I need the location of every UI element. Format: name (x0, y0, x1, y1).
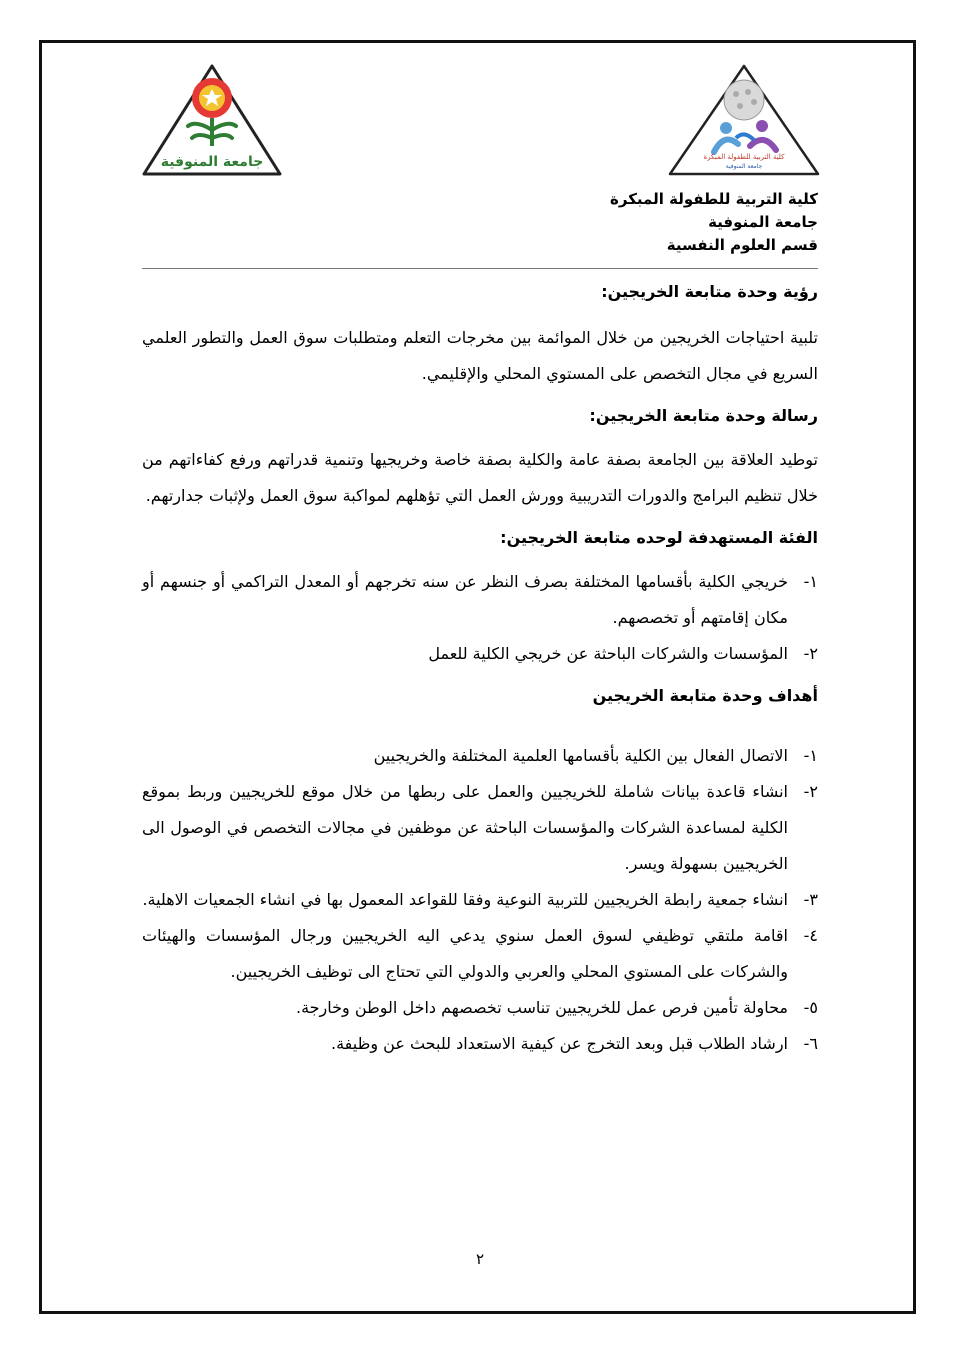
list-item (142, 738, 818, 774)
list-item-text: الاتصال الفعال بين الكلية بأقسامها العلمية المختلفة والخريجيين (373, 746, 788, 765)
list-item (142, 990, 818, 1026)
list-item-number: ٢- (803, 644, 818, 663)
vision-section (142, 280, 818, 392)
mission-text: توطيد العلاقة بين الجامعة بصفة عامة والكلية بصفة خاصة وخريجيها وتنمية قدراتهم ورفع كفاءاتهم من خلال تنظيم البرامج والدورات التدريبية وورش العمل التي تؤهلهم لمواكبة سوق العمل ولإثبات جدارتهم. (142, 450, 818, 505)
mission-title: رسالة وحدة متابعة الخريجين: (589, 406, 818, 425)
goals-title: أهداف وحدة متابعة الخريجين (592, 686, 818, 705)
faculty-name: كلية التربية للطفولة المبكرة (610, 190, 818, 208)
list-item-number: ٦- (803, 1034, 818, 1053)
faculty-logo-label: كلية التربية للطفولة المبكرة (703, 153, 785, 161)
list-item-number: ٥- (803, 998, 818, 1017)
header-divider (142, 268, 818, 269)
list-item-number: ٢- (803, 782, 818, 801)
target-title: الفئة المستهدفة لوحده متابعة الخريجين: (500, 528, 818, 547)
list-item (142, 918, 818, 990)
page-number: ٢ (475, 1250, 485, 1268)
list-item-text: انشاء جمعية رابطة الخريجيين للتربية النوعية وفقا للقواعد المعمول بها في انشاء الجمعيات الاهلية. (142, 890, 788, 909)
goals-list (142, 738, 818, 1062)
university-logo-icon (140, 62, 285, 182)
goals-section (142, 684, 818, 1062)
list-item (142, 1026, 818, 1062)
list-item (142, 636, 818, 672)
document-body (142, 280, 818, 1062)
university-logo-label: جامعة المنوفية (160, 154, 264, 170)
list-item-text: المؤسسات والشركات الباحثة عن خريجي الكلية للعمل (428, 644, 788, 663)
list-item-number: ١- (803, 746, 818, 765)
document-header (418, 188, 818, 257)
list-item-number: ٣- (803, 890, 818, 909)
list-item-text: محاولة تأمين فرص عمل للخريجيين تناسب تخصصهم داخل الوطن وخارجة. (296, 998, 788, 1017)
svg-text:جامعة المنوفية: جامعة المنوفية (725, 163, 763, 170)
department-name: قسم العلوم النفسية (666, 236, 818, 254)
list-item-number: ٤- (803, 926, 818, 945)
vision-title: رؤية وحدة متابعة الخريجين: (601, 282, 818, 301)
list-item (142, 564, 818, 636)
list-item-number: ١- (803, 572, 818, 591)
target-section (142, 526, 818, 672)
target-list (142, 564, 818, 672)
mission-section (142, 404, 818, 514)
university-name: جامعة المنوفية (708, 213, 818, 231)
list-item-text: انشاء قاعدة بيانات شاملة للخريجيين والعمل على ربطها من خلال موقع للخريجيين وربط بموقع الكلية لمساعدة الشركات والمؤسسات الباحثة عن موظفين في مجالات التخصص في الوصول الى الخريجيين بسهولة ويسر. (142, 782, 788, 873)
vision-text: تلبية احتياجات الخريجين من خلال الموائمة بين مخرجات التعلم ومتطلبات سوق العمل والتطور العلمي السريع في مجال التخصص على المستوي المحلي والإقليمي. (142, 328, 818, 383)
list-item (142, 774, 818, 882)
list-item-text: خريجي الكلية بأقسامها المختلفة بصرف النظر عن سنه تخرجهم أو المعدل التراكمي أو جنسهم أو مكان إقامتهم أو تخصصهم. (142, 572, 788, 627)
faculty-logo-icon (664, 62, 824, 182)
list-item (142, 882, 818, 918)
list-item-text: ارشاد الطلاب قبل وبعد التخرج عن كيفية الاستعداد للبحث عن وظيفة. (331, 1034, 788, 1053)
list-item-text: اقامة ملتقي توظيفي لسوق العمل سنوي يدعي اليه الخريجيين ورجال المؤسسات والهيئات والشركات على المستوي المحلي والعربي والدولي التي تحتاج الى توظيف الخريجيين. (142, 926, 788, 981)
